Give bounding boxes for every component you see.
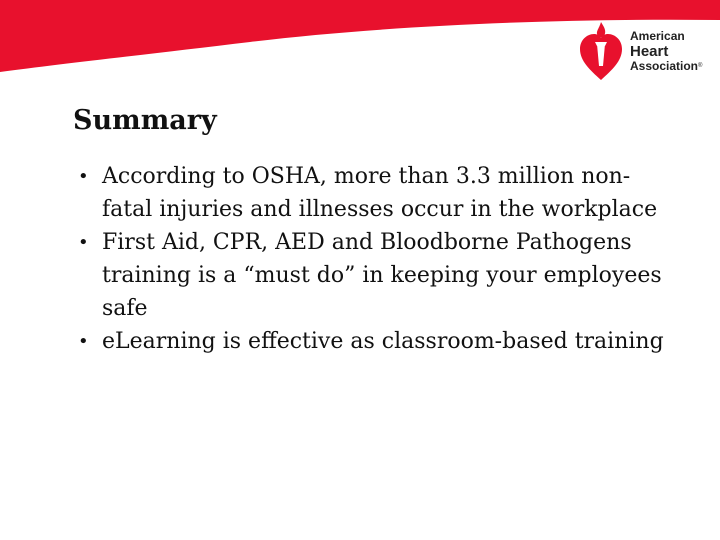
- bullet-text: eLearning is effective as classroom-based training: [102, 329, 664, 354]
- bullet-text: According to OSHA, more than 3.3 million non-fatal injuries and illnesses occur in the workplace: [102, 164, 658, 222]
- bullet-marker: •: [78, 166, 89, 187]
- registered-mark: ®: [698, 63, 703, 69]
- logo-wordmark: [630, 29, 702, 74]
- bullet-marker: •: [78, 232, 89, 253]
- aha-logo: [578, 20, 708, 86]
- list-item: [76, 160, 676, 226]
- bullet-list: [76, 160, 676, 358]
- list-item: [76, 325, 676, 358]
- bullet-text: First Aid, CPR, AED and Bloodborne Pathogens training is a “must do” in keeping your employees safe: [102, 230, 662, 321]
- logo-line-3: Association®: [630, 59, 703, 73]
- heart-torch-icon: [578, 20, 624, 86]
- list-item: [76, 226, 676, 325]
- slide-title: Summary: [73, 105, 217, 136]
- bullet-marker: •: [78, 331, 89, 352]
- logo-line-2: Heart: [630, 43, 669, 60]
- logo-line-1: American: [630, 29, 685, 43]
